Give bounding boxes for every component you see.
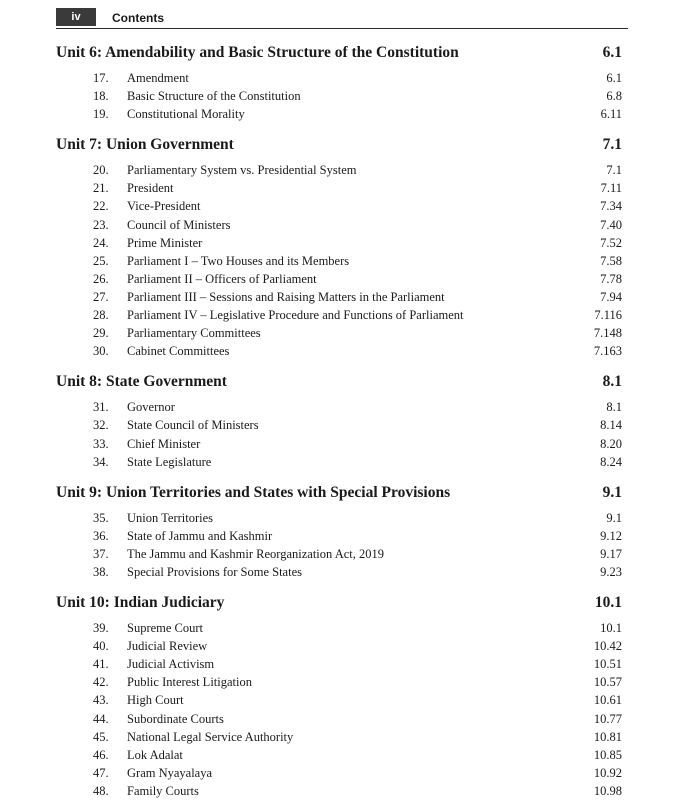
chapter-number: 30. <box>93 344 109 359</box>
chapter-number: 47. <box>93 765 109 780</box>
chapter-page-number: 10.77 <box>593 711 622 726</box>
chapter-title: State of Jammu and Kashmir <box>127 528 273 543</box>
chapter-entry[interactable] <box>56 728 622 746</box>
chapter-title: Parliamentary System vs. Presidential System <box>127 163 357 178</box>
chapter-page-number: 7.94 <box>600 289 622 304</box>
chapter-page-number: 8.1 <box>606 400 622 415</box>
chapter-title: The Jammu and Kashmir Reorganization Act, 2019 <box>127 546 385 561</box>
chapter-number: 43. <box>93 693 109 708</box>
chapter-entry[interactable] <box>56 710 622 728</box>
chapter-page-number: 7.163 <box>593 344 622 359</box>
chapter-number: 46. <box>93 747 109 762</box>
chapter-list <box>56 69 622 123</box>
chapter-entry[interactable] <box>56 619 622 637</box>
table-of-contents <box>56 42 622 811</box>
chapter-page-number: 8.14 <box>600 418 622 433</box>
chapter-number: 37. <box>93 546 109 561</box>
chapter-entry[interactable] <box>56 306 622 324</box>
chapter-entry[interactable] <box>56 216 622 234</box>
page-number-badge: iv <box>56 8 96 26</box>
chapter-page-number: 10.42 <box>593 639 622 654</box>
chapter-number: 44. <box>93 711 109 726</box>
chapter-list <box>56 619 622 800</box>
unit-title: Unit 8: State Government <box>56 373 227 391</box>
chapter-page-number: 10.98 <box>593 783 622 798</box>
chapter-page-number: 10.51 <box>593 657 622 672</box>
chapter-entry[interactable] <box>56 435 622 453</box>
chapter-title: Governor <box>127 400 175 415</box>
chapter-title: State Council of Ministers <box>127 418 259 433</box>
chapter-entry[interactable] <box>56 637 622 655</box>
page-header <box>56 8 628 29</box>
chapter-entry[interactable] <box>56 453 622 471</box>
chapter-page-number: 10.92 <box>593 765 622 780</box>
unit-page-number: 9.1 <box>602 483 622 501</box>
unit-page-number: 10.1 <box>594 594 622 612</box>
chapter-page-number: 7.1 <box>606 163 622 178</box>
chapter-number: 45. <box>93 729 109 744</box>
chapter-number: 26. <box>93 271 109 286</box>
chapter-number: 33. <box>93 436 109 451</box>
chapter-list <box>56 509 622 581</box>
chapter-title: Gram Nyayalaya <box>127 765 213 780</box>
chapter-page-number: 6.1 <box>606 71 622 85</box>
chapter-entry[interactable] <box>56 288 622 306</box>
chapter-entry[interactable] <box>56 509 622 527</box>
chapter-page-number: 9.12 <box>600 528 622 543</box>
chapter-list <box>56 398 622 470</box>
chapter-number: 22. <box>93 199 109 214</box>
chapter-number: 25. <box>93 253 109 268</box>
chapter-page-number: 7.40 <box>600 217 622 232</box>
chapter-entry[interactable] <box>56 270 622 288</box>
chapter-entry[interactable] <box>56 398 622 416</box>
chapter-entry[interactable] <box>56 746 622 764</box>
chapter-number: 41. <box>93 657 109 672</box>
chapter-title: Special Provisions for Some States <box>127 564 302 579</box>
chapter-page-number: 7.58 <box>600 253 622 268</box>
chapter-number: 29. <box>93 326 109 341</box>
chapter-title: Parliament IV – Legislative Procedure and Functions of Parliament <box>127 308 464 323</box>
unit-heading[interactable] <box>56 371 622 393</box>
chapter-page-number: 7.52 <box>600 235 622 250</box>
chapter-entry[interactable] <box>56 691 622 709</box>
chapter-title: Parliamentary Committees <box>127 326 261 341</box>
chapter-title: President <box>127 181 174 196</box>
chapter-entry[interactable] <box>56 324 622 342</box>
chapter-title: Cabinet Committees <box>127 344 230 359</box>
chapter-number: 38. <box>93 564 109 579</box>
chapter-number: 48. <box>93 783 109 798</box>
chapter-page-number: 7.34 <box>600 199 622 214</box>
chapter-entry[interactable] <box>56 105 622 123</box>
chapter-number: 20. <box>93 163 109 178</box>
chapter-page-number: 10.1 <box>600 621 622 636</box>
chapter-title: Constitutional Morality <box>127 107 245 122</box>
chapter-title: Judicial Review <box>127 639 208 654</box>
unit-title: Unit 10: Indian Judiciary <box>56 594 225 612</box>
chapter-page-number: 7.11 <box>600 181 622 196</box>
chapter-title: National Legal Service Authority <box>127 729 294 744</box>
chapter-number: 17. <box>93 71 109 85</box>
chapter-title: Basic Structure of the Constitution <box>127 89 301 104</box>
chapter-page-number: 8.20 <box>600 436 622 451</box>
unit-title: Unit 7: Union Government <box>56 136 234 154</box>
chapter-title: High Court <box>127 693 184 708</box>
chapter-page-number: 9.1 <box>606 510 622 525</box>
chapter-entry[interactable] <box>56 563 622 581</box>
chapter-number: 19. <box>93 107 109 122</box>
chapter-number: 40. <box>93 639 109 654</box>
chapter-number: 27. <box>93 289 109 304</box>
chapter-entry[interactable] <box>56 655 622 673</box>
chapter-title: Judicial Activism <box>127 657 215 672</box>
chapter-page-number: 10.81 <box>593 729 622 744</box>
chapter-number: 21. <box>93 181 109 196</box>
chapter-number: 28. <box>93 308 109 323</box>
chapter-page-number: 8.24 <box>600 454 622 469</box>
chapter-title: Prime Minister <box>127 235 203 250</box>
chapter-number: 18. <box>93 89 109 104</box>
chapter-page-number: 6.11 <box>600 107 622 122</box>
chapter-title: Amendment <box>127 71 189 85</box>
unit-title: Unit 9: Union Territories and States with Special Provisions <box>56 483 451 501</box>
chapter-entry[interactable] <box>56 179 622 197</box>
chapter-entry[interactable] <box>56 545 622 563</box>
chapter-title: Council of Ministers <box>127 217 231 232</box>
chapter-title: Lok Adalat <box>127 747 183 762</box>
chapter-title: State Legislature <box>127 454 212 469</box>
chapter-title: Public Interest Litigation <box>127 675 252 690</box>
chapter-number: 32. <box>93 418 109 433</box>
unit-page-number: 7.1 <box>602 136 622 154</box>
chapter-list <box>56 161 622 360</box>
chapter-title: Vice-President <box>127 199 201 214</box>
chapter-entry[interactable] <box>56 342 622 360</box>
chapter-title: Parliament III – Sessions and Raising Matters in the Parliament <box>127 289 445 304</box>
unit-page-number: 8.1 <box>602 373 622 391</box>
section-label: Contents <box>112 11 164 25</box>
unit-heading[interactable] <box>56 592 622 614</box>
chapter-number: 36. <box>93 528 109 543</box>
chapter-title: Family Courts <box>127 783 199 798</box>
chapter-page-number: 9.23 <box>600 564 622 579</box>
chapter-entry[interactable] <box>56 234 622 252</box>
chapter-number: 39. <box>93 621 109 636</box>
unit-heading[interactable] <box>56 134 622 156</box>
chapter-title: Parliament I – Two Houses and its Members <box>127 253 350 268</box>
chapter-entry[interactable] <box>56 764 622 782</box>
chapter-number: 23. <box>93 217 109 232</box>
unit-heading[interactable] <box>56 482 622 504</box>
unit-page-number: 6.1 <box>602 44 622 61</box>
chapter-page-number: 7.148 <box>593 326 622 341</box>
chapter-number: 24. <box>93 235 109 250</box>
chapter-page-number: 9.17 <box>600 546 622 561</box>
chapter-page-number: 7.78 <box>600 271 622 286</box>
chapter-title: Supreme Court <box>127 621 204 636</box>
chapter-entry[interactable] <box>56 69 622 87</box>
chapter-entry[interactable] <box>56 252 622 270</box>
chapter-entry[interactable] <box>56 197 622 215</box>
chapter-title: Union Territories <box>127 510 214 525</box>
unit-title: Unit 6: Amendability and Basic Structure of the Constitution <box>56 44 459 61</box>
chapter-entry[interactable] <box>56 673 622 691</box>
chapter-title: Parliament II – Officers of Parliament <box>127 271 317 286</box>
chapter-entry[interactable] <box>56 782 622 800</box>
chapter-page-number: 10.57 <box>593 675 622 690</box>
chapter-page-number: 7.116 <box>594 308 622 323</box>
chapter-number: 31. <box>93 400 109 415</box>
chapter-page-number: 10.61 <box>593 693 622 708</box>
chapter-number: 34. <box>93 454 109 469</box>
chapter-entry[interactable] <box>56 416 622 434</box>
chapter-page-number: 10.85 <box>593 747 622 762</box>
chapter-number: 35. <box>93 510 109 525</box>
unit-heading[interactable] <box>56 42 622 64</box>
chapter-entry[interactable] <box>56 527 622 545</box>
chapter-entry[interactable] <box>56 87 622 105</box>
chapter-title: Subordinate Courts <box>127 711 224 726</box>
chapter-number: 42. <box>93 675 109 690</box>
chapter-entry[interactable] <box>56 161 622 179</box>
chapter-title: Chief Minister <box>127 436 201 451</box>
chapter-page-number: 6.8 <box>606 89 622 104</box>
